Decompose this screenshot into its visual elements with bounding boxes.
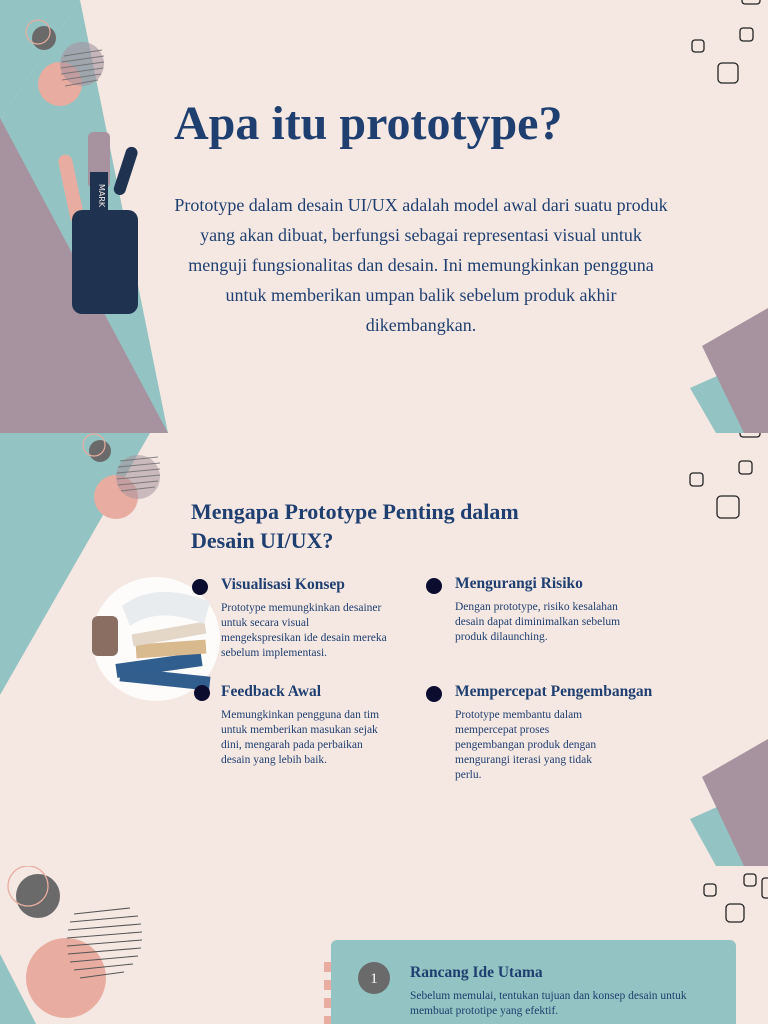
pen-cup-icon: [58, 128, 153, 318]
slide-what-is-prototype: [0, 0, 768, 433]
bullet-dot-icon: [426, 686, 442, 702]
right-decor-shapes: [686, 0, 768, 433]
feature-title: Mempercepat Pengembangan: [455, 683, 653, 700]
step-card: [331, 940, 736, 1024]
feature-title: Visualisasi Konsep: [221, 576, 345, 593]
step-title: Rancang Ide Utama: [410, 964, 543, 981]
feature-desc: Prototype memungkinkan desainer untuk secara visual mengekspresikan ide desain mereka sebelum implementasi.: [221, 602, 387, 659]
feature-desc: Dengan prototype, risiko kesalahan desain dapat diminimalkan sebelum produk dilaunching.: [455, 601, 621, 643]
feature-title: Feedback Awal: [221, 683, 322, 700]
marker-label: MARK: [97, 184, 106, 208]
step-desc: Sebelum memulai, tentukan tujuan dan konsep desain untuk membuat prototipe yang efektif.: [410, 990, 687, 1017]
bullet-dot-icon: [192, 579, 208, 595]
intro-paragraph: Prototype dalam desain UI/UX adalah model awal dari suatu produk yang akan dibuat, berfungsi sebagai representasi visual untuk menguji fungsionalitas dan desain. Ini memungkinkan pengguna untuk memberikan umpan balik sebelum produk akhir dikembangkan.: [174, 195, 668, 335]
bullet-dot-icon: [194, 685, 210, 701]
step-number-badge: 1: [358, 962, 390, 994]
section-heading: Mengapa Prototype Penting dalam Desain UI/UX?: [191, 499, 519, 553]
right-decor-shapes: [690, 866, 768, 946]
feature-title: Mengurangi Risiko: [455, 575, 583, 592]
page-title: Apa itu prototype?: [174, 97, 563, 150]
slide-steps: [0, 866, 768, 1024]
bullet-dot-icon: [426, 578, 442, 594]
slide-why-prototype: [0, 433, 768, 866]
feature-desc: Memungkinkan pengguna dan tim untuk memberikan masukan sejak dini, mengarah pada perbaikan desain yang lebih baik.: [221, 709, 380, 766]
left-decor-shapes: [0, 866, 160, 1024]
right-decor-shapes: [686, 433, 768, 866]
feature-desc: Prototype membantu dalam mempercepat proses pengembangan produk dengan mengurangi iterasi yang tidak perlu.: [455, 709, 597, 781]
